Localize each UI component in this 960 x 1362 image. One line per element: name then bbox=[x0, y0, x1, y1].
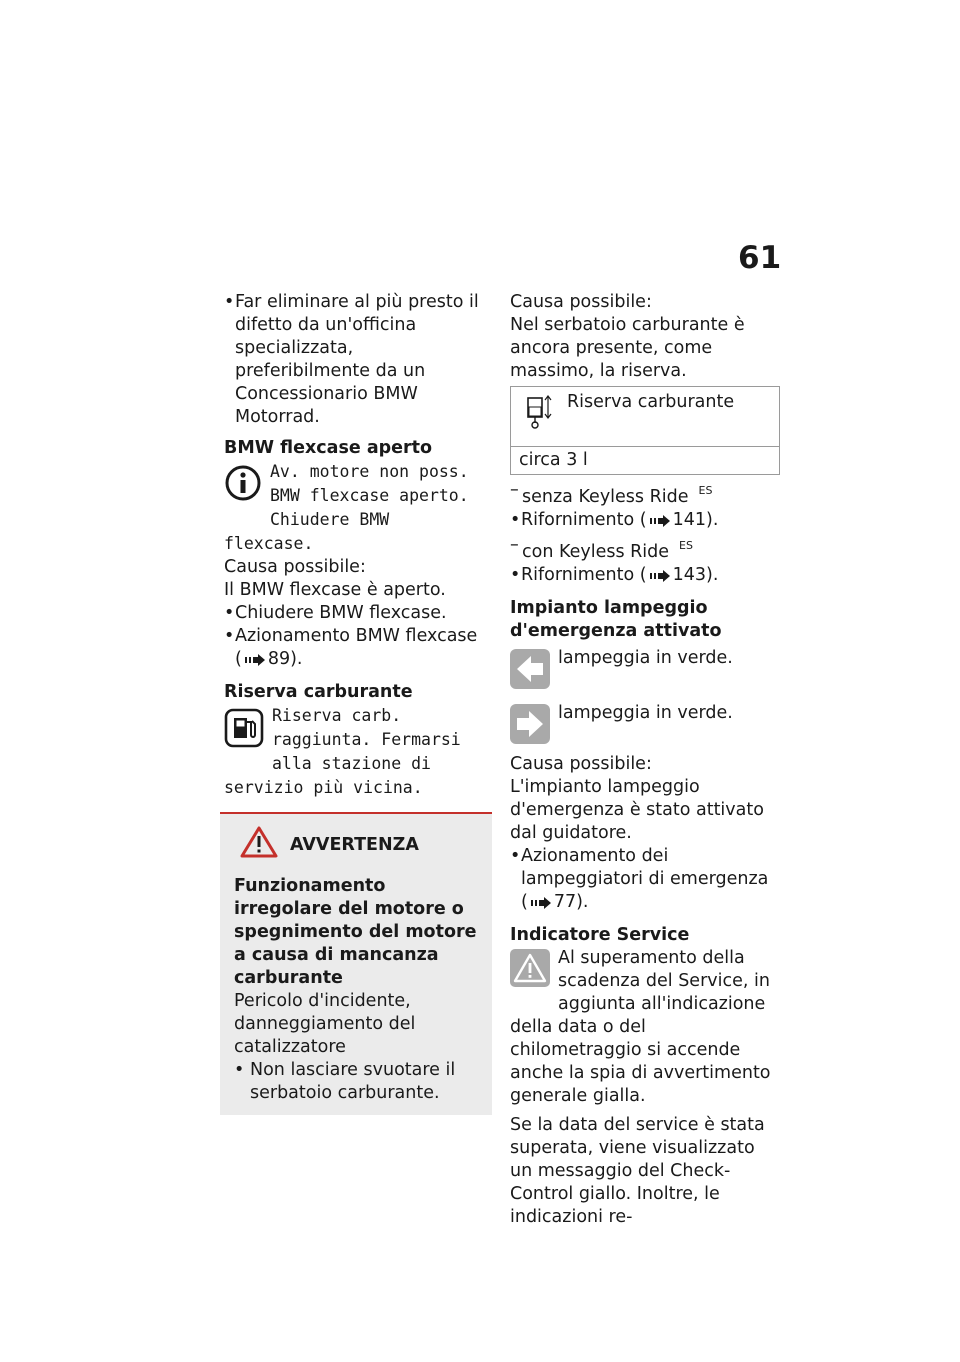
flexcase-bullet-1: • Chiudere BMW flexcase. bbox=[224, 602, 486, 625]
fuel-level-gauge-icon bbox=[525, 393, 553, 438]
page-ref-arrow-icon bbox=[531, 893, 551, 916]
flexcase-message-block bbox=[224, 460, 486, 556]
info-icon bbox=[224, 464, 262, 509]
flexcase-cause-label: Causa possibile: bbox=[224, 557, 366, 577]
warning-header bbox=[240, 826, 478, 865]
warning-danger: Pericolo d'incidente, danneggiamento del catalizzatore bbox=[234, 991, 416, 1057]
service-heading: Indicatore Service bbox=[510, 925, 690, 945]
hazard-heading: Impianto lampeggio d'emergenza attivato bbox=[510, 598, 722, 641]
flexcase-cause: Il BMW flexcase è aperto. bbox=[224, 580, 446, 600]
fuel-message: Riserva carb. raggiunta. Fermarsi alla stazione di servizio più vicina. bbox=[224, 706, 461, 797]
flexcase-bullet-2: • Azionamento BMW flexcase ( 89). bbox=[224, 625, 486, 673]
table-header: Riserva carburante bbox=[567, 392, 735, 412]
hazard-cause: L'impianto lampeggio d'emergenza è stato attivato dal guidatore. bbox=[510, 777, 764, 843]
left-blink-text: lampeggia in verde. bbox=[558, 648, 733, 668]
option-with-keyless: – con Keyless Ride $^{ES}$ bbox=[510, 534, 780, 564]
warning-box bbox=[220, 812, 492, 1115]
refuel-bullet-2: • Rifornimento ( 143). bbox=[510, 564, 780, 589]
service-text-2: Se la data del service è stata superata, viene visualizzato un messaggio del Check-Control giallo. Inoltre, le indicazioni re- bbox=[510, 1115, 765, 1227]
hazard-cause-label: Causa possibile: bbox=[510, 754, 652, 774]
fuel-message-block bbox=[224, 704, 486, 800]
left-column bbox=[224, 291, 486, 1115]
right-arrow-indicator-icon bbox=[510, 704, 550, 751]
service-block bbox=[510, 947, 780, 1108]
fuel-cause: Nel serbatoio carburante è ancora presente, come massimo, la riserva. bbox=[510, 315, 745, 381]
hazard-bullet: • Azionamento dei lampeggiatori di emergenza ( 77). bbox=[510, 845, 780, 916]
right-turn-indicator-row bbox=[510, 702, 780, 753]
table-header-row bbox=[511, 387, 779, 447]
left-turn-indicator-row bbox=[510, 647, 780, 698]
service-text: Al superamento della scadenza del Service, in aggiunta all'indicazione della data o del chilometraggio si accende anche la spia di avvertimento generale gialla. bbox=[510, 948, 771, 1106]
page-ref-arrow-icon bbox=[650, 511, 670, 534]
fuel-cause-label: Causa possibile: bbox=[510, 292, 652, 312]
intro-bullet: • Far eliminare al più presto il difetto da un'officina specializzata, preferibilmente da un Concessionario BMW Motorrad. bbox=[224, 291, 486, 429]
page-ref-arrow-icon bbox=[650, 566, 670, 589]
warning-label: AVVERTENZA bbox=[290, 835, 419, 855]
warning-triangle-icon bbox=[240, 826, 278, 865]
right-blink-text: lampeggia in verde. bbox=[558, 703, 733, 723]
general-warning-icon bbox=[510, 949, 550, 994]
warning-bullet: • Non lasciare svuotare il serbatoio carburante. bbox=[234, 1059, 478, 1105]
option-without-keyless: – senza Keyless Ride $^{ES}$ bbox=[510, 479, 780, 509]
fuel-reserve-table bbox=[510, 386, 780, 475]
page-ref-arrow-icon bbox=[245, 650, 265, 673]
fuel-pump-icon bbox=[224, 708, 264, 755]
fuel-heading: Riserva carburante bbox=[224, 682, 413, 702]
right-column bbox=[510, 291, 780, 1229]
flexcase-message: Av. motore non poss. BMW flexcase aperto. Chiudere BMW flexcase. bbox=[224, 462, 469, 553]
warning-title: Funzionamento irregolare del motore o spegnimento del motore a causa di mancanza carburante bbox=[234, 876, 477, 988]
page-number: 61 bbox=[738, 240, 782, 276]
table-value: circa 3 l bbox=[519, 450, 588, 470]
flexcase-heading: BMW flexcase aperto bbox=[224, 438, 433, 458]
refuel-bullet-1: • Rifornimento ( 141). bbox=[510, 509, 780, 534]
left-arrow-indicator-icon bbox=[510, 649, 550, 696]
